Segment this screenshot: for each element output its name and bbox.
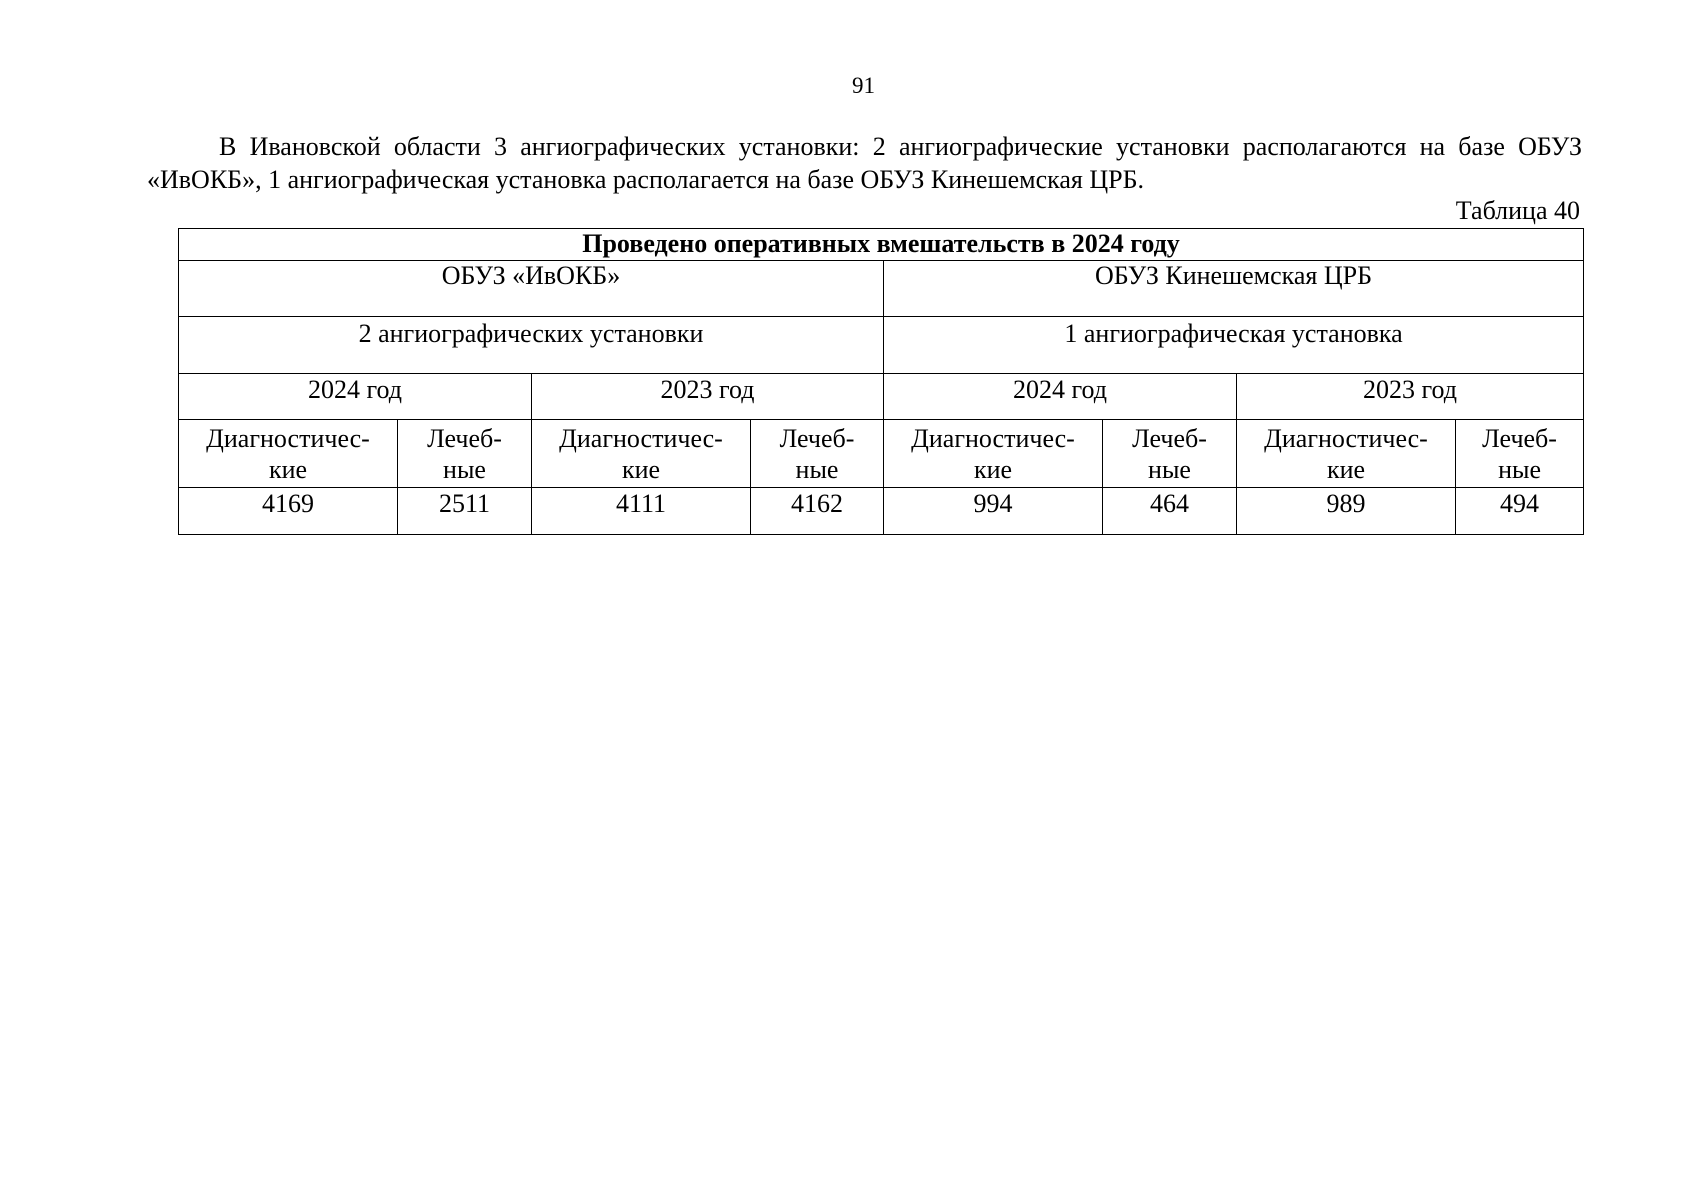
treatment-header: Лечеб- ные	[398, 420, 532, 488]
year-header: 2024 год	[884, 374, 1237, 420]
value-cell: 4162	[751, 488, 884, 535]
page-number: 91	[852, 73, 875, 98]
treatment-header: Лечеб- ные	[1456, 420, 1584, 488]
value-cell: 4169	[179, 488, 398, 535]
diagnostic-header: Диагностичес- кие	[1237, 420, 1456, 488]
value-cell: 994	[884, 488, 1103, 535]
org-name-kineshma: ОБУЗ Кинешемская ЦРБ	[884, 261, 1584, 317]
table-caption: Таблица 40	[1455, 196, 1580, 225]
year-header: 2024 год	[179, 374, 532, 420]
table-title: Проведено оперативных вмешательств в 2024 году	[179, 229, 1584, 261]
treatment-header: Лечеб- ные	[1103, 420, 1237, 488]
org-units-kineshma: 1 ангиографическая установка	[884, 317, 1584, 374]
diagnostic-header: Диагностичес- кие	[884, 420, 1103, 488]
interventions-table	[178, 228, 1584, 535]
org-units-ivokb: 2 ангиографических установки	[179, 317, 884, 374]
diagnostic-header: Диагностичес- кие	[532, 420, 751, 488]
diagnostic-header: Диагностичес- кие	[179, 420, 398, 488]
org-name-ivokb: ОБУЗ «ИвОКБ»	[179, 261, 884, 317]
value-cell: 4111	[532, 488, 751, 535]
treatment-header: Лечеб- ные	[751, 420, 884, 488]
year-header: 2023 год	[1237, 374, 1584, 420]
value-cell: 989	[1237, 488, 1456, 535]
year-header: 2023 год	[532, 374, 884, 420]
value-cell: 2511	[398, 488, 532, 535]
body-paragraph: В Ивановской области 3 ангиографических установки: 2 ангиографические установки располагаются на базе ОБУЗ «ИвОКБ», 1 ангиографическая установка располагается на базе ОБУЗ Кинешемская ЦРБ.	[147, 132, 1582, 194]
value-cell: 464	[1103, 488, 1237, 535]
value-cell: 494	[1456, 488, 1584, 535]
